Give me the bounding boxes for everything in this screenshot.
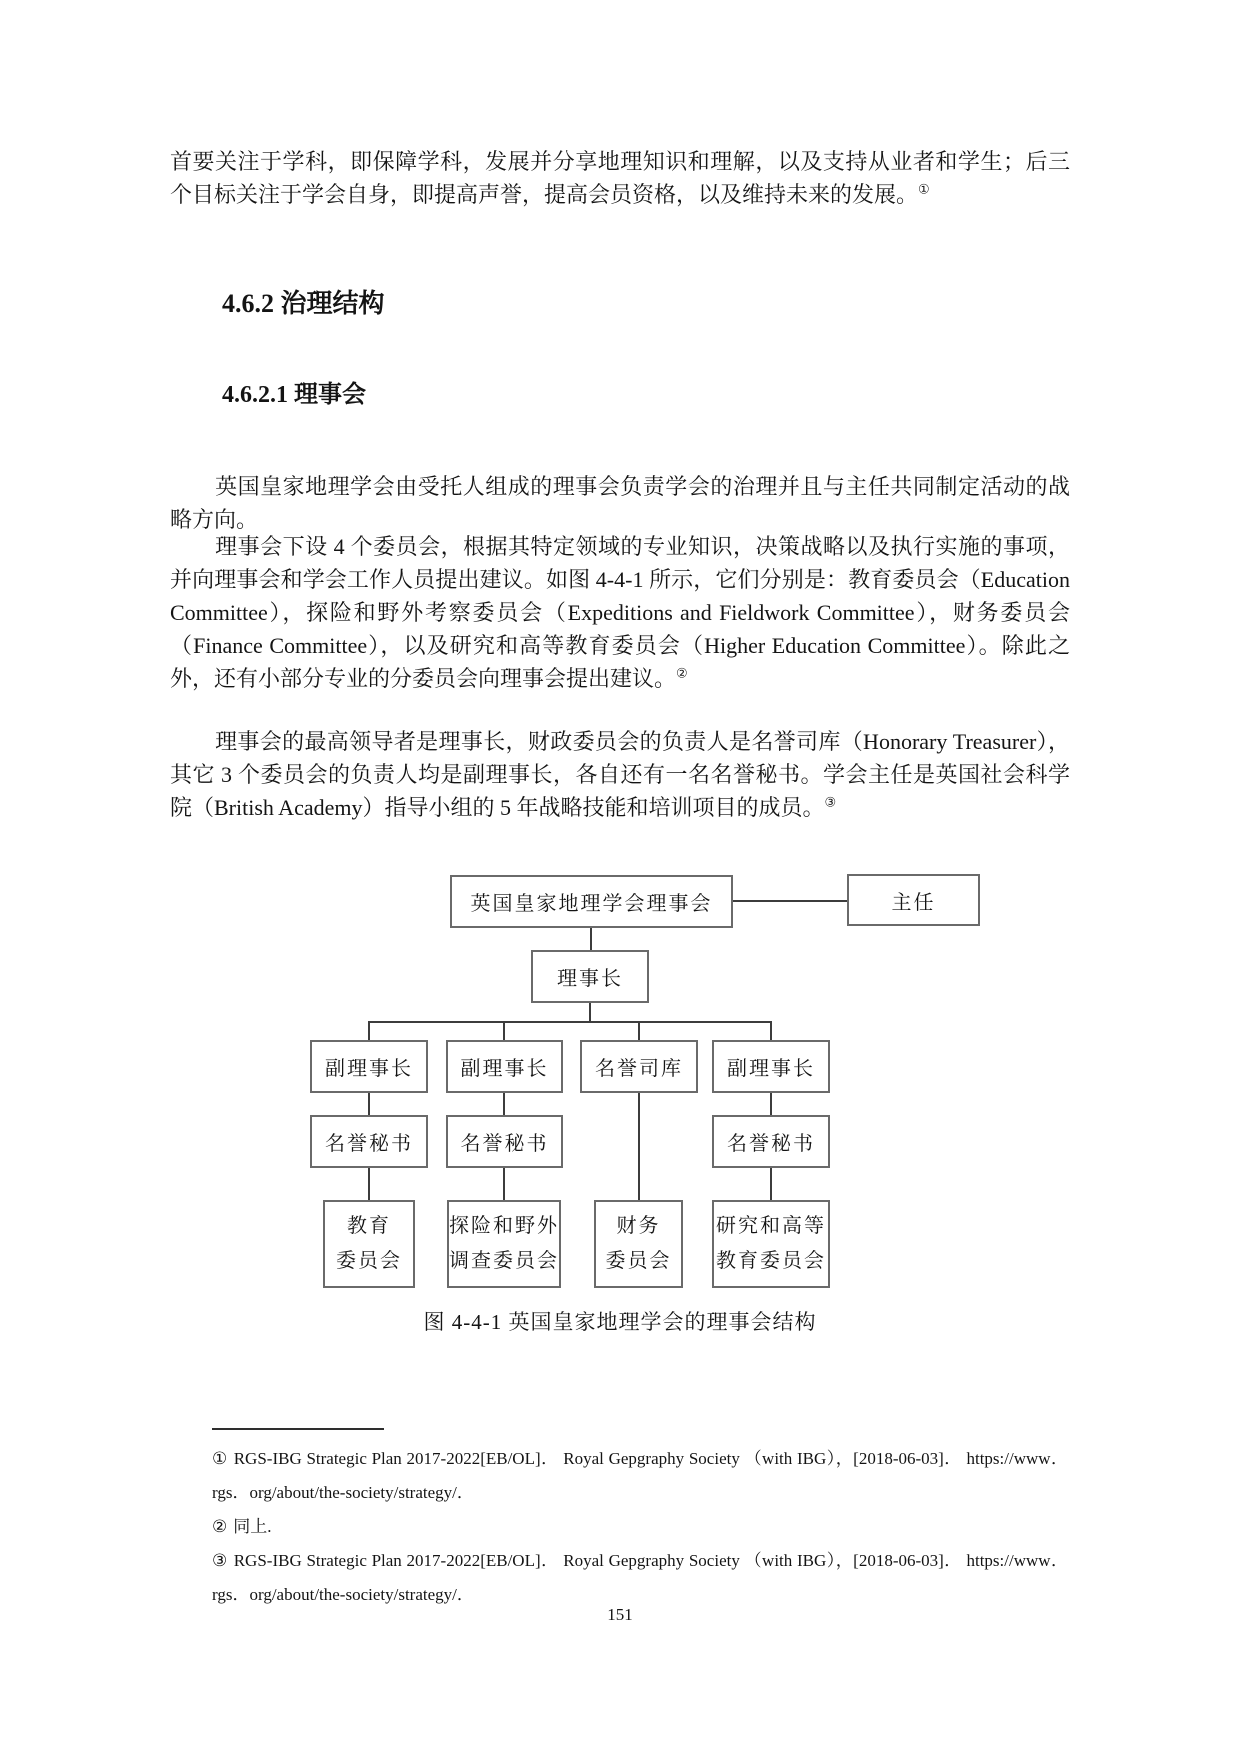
connector-line bbox=[770, 1093, 772, 1115]
org-box-finance-committee bbox=[594, 1200, 683, 1288]
connector-line bbox=[503, 1021, 505, 1040]
section-heading: 4.6.2 治理结构 bbox=[222, 289, 385, 318]
connector-line bbox=[770, 1168, 772, 1200]
connector-line bbox=[368, 1021, 370, 1040]
org-box-label-line: 调查委员会 bbox=[449, 1250, 559, 1272]
footnote-ref-2: ② bbox=[676, 665, 688, 681]
org-box-council: 英国皇家地理学会理事会 bbox=[450, 875, 733, 928]
footnote-1-marker: ① bbox=[212, 1449, 228, 1468]
footnote-1-text: RGS-IBG Strategic Plan 2017-2022[EB/OL]． Royal Gepgraphy Society （with IBG），[2018-06-03]． https://www．rgs．org/about/the-society/strategy/． bbox=[212, 1449, 1068, 1502]
footnote-3-text: RGS-IBG Strategic Plan 2017-2022[EB/OL]． Royal Gepgraphy Society （with IBG），[2018-06-03]． https://www．rgs．org/about/the-society/strategy/． bbox=[212, 1551, 1068, 1604]
org-box-vice-chair-3: 副理事长 bbox=[712, 1040, 830, 1093]
footnote-divider bbox=[212, 1428, 384, 1430]
org-box-label-line: 教育 bbox=[347, 1215, 391, 1237]
paragraph-2 bbox=[170, 530, 1070, 695]
org-chart bbox=[170, 860, 1070, 1292]
org-box-chair: 理事长 bbox=[531, 950, 649, 1003]
org-box-label-line: 探险和野外 bbox=[449, 1215, 559, 1237]
footnotes-block bbox=[212, 1442, 1068, 1612]
connector-line bbox=[368, 1021, 772, 1023]
paragraph-3 bbox=[170, 725, 1070, 824]
footnote-1 bbox=[212, 1442, 1068, 1510]
figure-caption: 图 4-4-1 英国皇家地理学会的理事会结构 bbox=[423, 1310, 817, 1334]
org-box-honorary-treasurer: 名誉司库 bbox=[580, 1040, 698, 1093]
paragraph-2-text: 理事会下设 4 个委员会，根据其特定领域的专业知识，决策战略以及执行实施的事项，并向理事会和学会工作人员提出建议。如图 4-4-1 所示，它们分别是：教育委员会（Education Committee），探险和野外考察委员会（Expeditions and Fieldwork Committee），财务委员会（Finance Committee），以及研究和高等教育委员会（Higher Education Committee）。除此之外，还有小部分专业的分委员会向理事会提出建议。 bbox=[170, 534, 1070, 691]
connector-line bbox=[503, 1168, 505, 1200]
paragraph-3-text: 理事会的最高领导者是理事长，财政委员会的负责人是名誉司库（Honorary Treasurer），其它 3 个委员会的负责人均是副理事长，各自还有一名名誉秘书。学会主任是英国社会科学院（British Academy）指导小组的 5 年战略技能和培训项目的成员。 bbox=[170, 729, 1070, 820]
footnote-ref-1: ① bbox=[918, 181, 930, 197]
intro-text: 首要关注于学科，即保障学科，发展并分享地理知识和理解，以及支持从业者和学生；后三个目标关注于学会自身，即提高声誉，提高会员资格，以及维持未来的发展。 bbox=[170, 149, 1070, 207]
org-box-label-line: 教育委员会 bbox=[716, 1250, 826, 1272]
footnote-2-marker: ② bbox=[212, 1517, 228, 1536]
connector-line bbox=[638, 1093, 640, 1200]
subsection-heading: 4.6.2.1 理事会 bbox=[222, 382, 366, 408]
org-box-vice-chair-1: 副理事长 bbox=[310, 1040, 428, 1093]
footnote-2-text: 同上. bbox=[233, 1517, 272, 1536]
connector-line bbox=[368, 1093, 370, 1115]
org-box-higher-education-committee bbox=[712, 1200, 830, 1288]
connector-line bbox=[589, 1003, 591, 1021]
connector-line bbox=[770, 1021, 772, 1040]
org-box-vice-chair-2: 副理事长 bbox=[446, 1040, 563, 1093]
org-box-education-committee bbox=[323, 1200, 415, 1288]
paragraph-1-text: 英国皇家地理学会由受托人组成的理事会负责学会的治理并且与主任共同制定活动的战略方向。 bbox=[170, 474, 1070, 532]
footnote-3 bbox=[212, 1544, 1068, 1612]
org-box-label-line: 财务 bbox=[616, 1215, 661, 1237]
org-box-label-line: 研究和高等 bbox=[716, 1215, 826, 1237]
connector-line bbox=[638, 1021, 640, 1040]
org-box-director: 主任 bbox=[847, 874, 980, 926]
page-number: 151 bbox=[607, 1605, 633, 1624]
connector-line bbox=[503, 1093, 505, 1115]
org-box-honorary-secretary-1: 名誉秘书 bbox=[310, 1115, 428, 1168]
org-box-expeditions-committee bbox=[447, 1200, 561, 1288]
org-box-honorary-secretary-3: 名誉秘书 bbox=[712, 1115, 830, 1168]
org-box-label-line: 委员会 bbox=[336, 1250, 402, 1272]
footnote-3-marker: ③ bbox=[212, 1551, 228, 1570]
footnote-2 bbox=[212, 1510, 1068, 1544]
paragraph-1 bbox=[170, 470, 1070, 536]
intro-paragraph bbox=[170, 145, 1070, 211]
connector-line bbox=[368, 1168, 370, 1200]
org-box-label-line: 委员会 bbox=[605, 1250, 672, 1272]
connector-line bbox=[590, 928, 592, 950]
org-box-honorary-secretary-2: 名誉秘书 bbox=[446, 1115, 563, 1168]
connector-line bbox=[733, 900, 847, 902]
footnote-ref-3: ③ bbox=[824, 794, 837, 810]
